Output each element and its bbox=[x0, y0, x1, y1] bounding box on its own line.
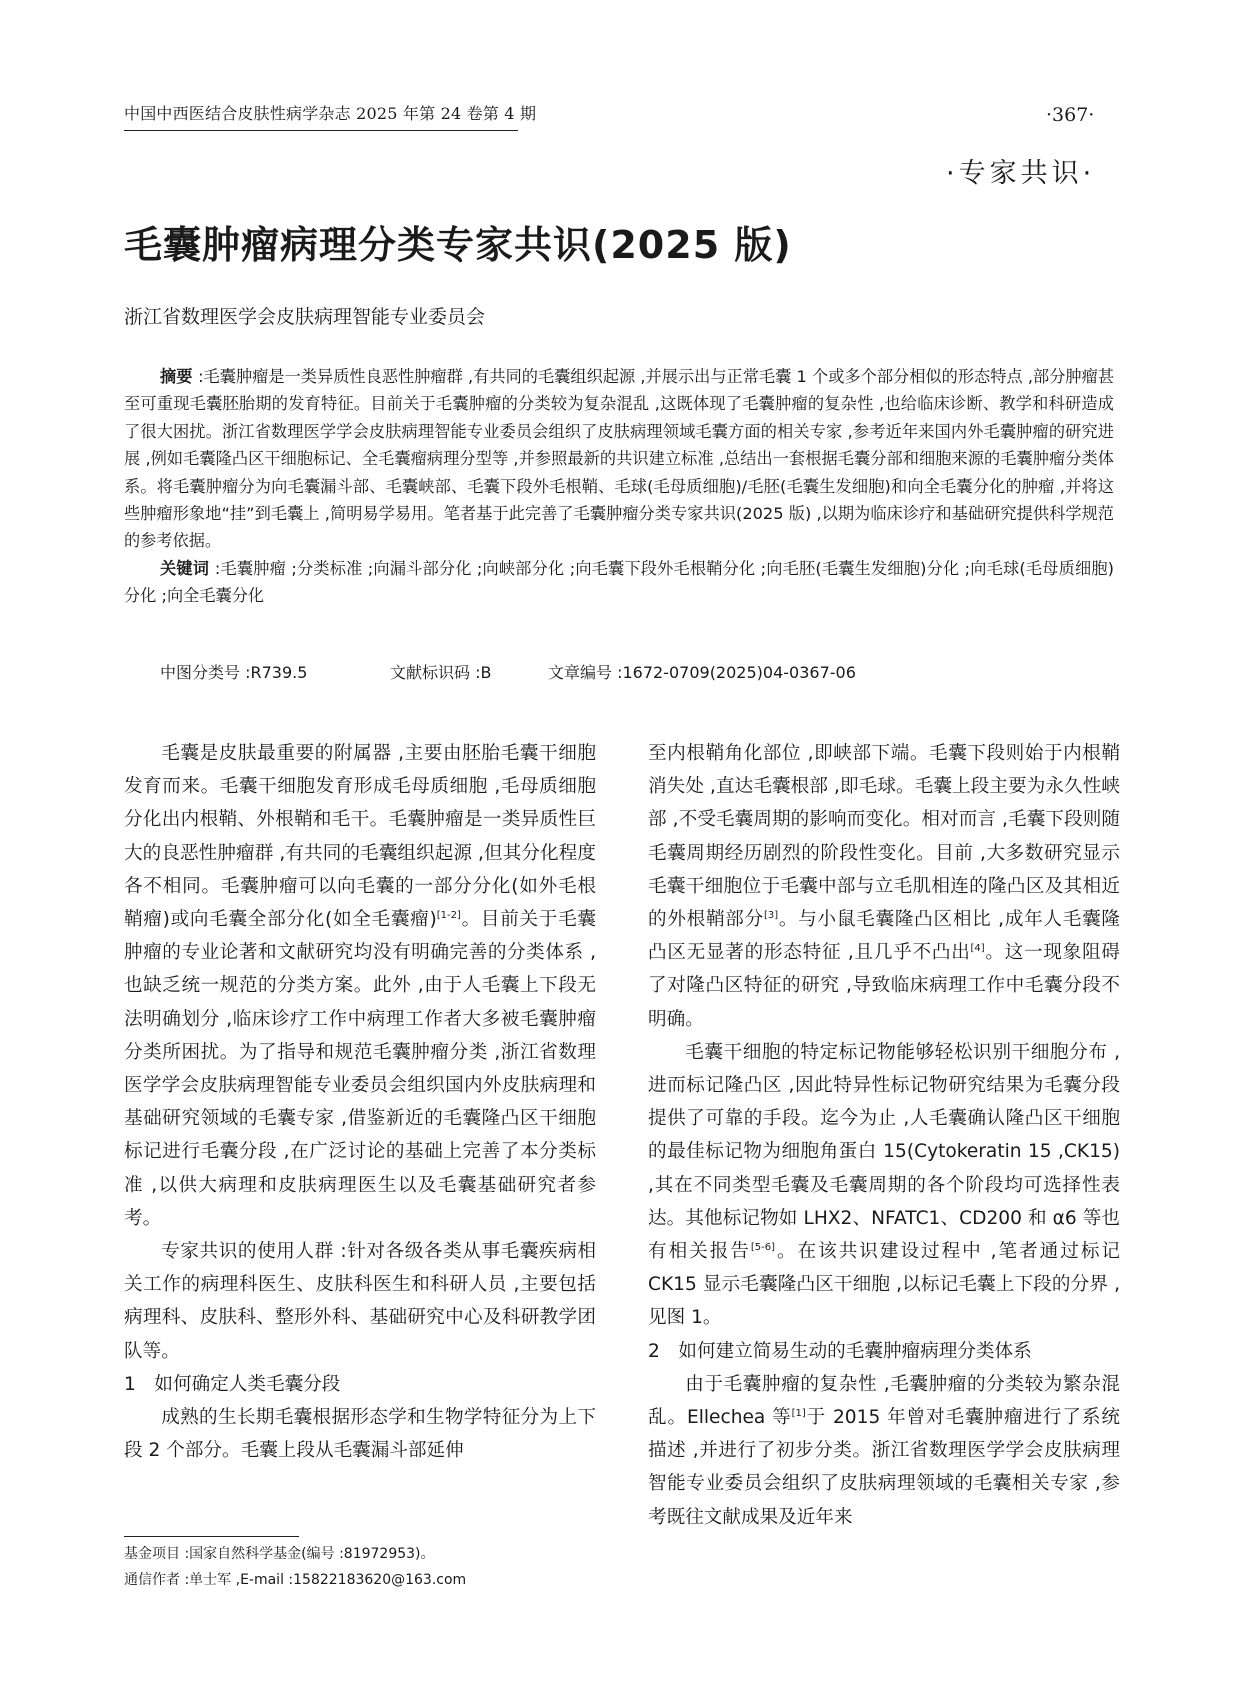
running-header: 中国中西医结合皮肤性病学杂志 2025 年第 24 卷第 4 期 bbox=[124, 101, 518, 131]
abstract-block bbox=[124, 363, 1114, 610]
paragraph-text: 于 2015 年曾对毛囊肿瘤进行了系统描述 ,并进行了初步分类。浙江省数理医学学会皮肤病理智能专业委员会组织了皮肤病理领域的毛囊相关专家 ,参考既往文献成果及近年来 bbox=[648, 1407, 1120, 1528]
body-paragraph bbox=[124, 737, 596, 1235]
abstract-label: 摘要 bbox=[160, 367, 199, 386]
citation: [1-2] bbox=[436, 909, 461, 921]
body-paragraph bbox=[648, 737, 1120, 1036]
funding-footnote: 基金项目 :国家自然科学基金(编号 :81972953)。 bbox=[124, 1546, 435, 1562]
body-paragraph bbox=[648, 1368, 1120, 1534]
corresponding-author-footnote: 通信作者 :单士军 ,E-mail :15822183620@163.com bbox=[124, 1572, 467, 1588]
paragraph-text: 毛囊干细胞的特定标记物能够轻松识别干细胞分布 ,进而标记隆凸区 ,因此特异性标记物研究结果为毛囊分段提供了可靠的手段。迄今为止 ,人毛囊确认隆凸区干细胞的最佳标记物为细胞角蛋白 15(Cytokeratin 15 ,CK15) ,其在不同类型毛囊及毛囊周期的各个阶段均可选择性表达。其他标记物如 LHX2、NFATC1、CD200 和 α6 等也有相关报告 bbox=[648, 1041, 1120, 1263]
paragraph-text: 。在该共识建设过程中 ,笔者通过标记 CK15 显示毛囊隆凸区干细胞 ,以标记毛囊上下段的分界 ,见图 1。 bbox=[648, 1241, 1120, 1329]
abstract-paragraph bbox=[124, 363, 1114, 555]
column-tag: ·专家共识· bbox=[946, 158, 1096, 189]
article-number: 文章编号 :1672-0709(2025)04-0367-06 bbox=[548, 663, 856, 682]
body-paragraph: 专家共识的使用人群 :针对各级各类从事毛囊疾病相关工作的病理科医生、皮肤科医生和科研人员 ,主要包括病理科、皮肤科、整形外科、基础研究中心及科研教学团队等。 bbox=[124, 1241, 596, 1362]
section-heading: 2 如何建立简易生动的毛囊肿瘤病理分类体系 bbox=[648, 1340, 1032, 1362]
abstract-text: :毛囊肿瘤是一类异质性良恶性肿瘤群 ,有共同的毛囊组织起源 ,并展示出与正常毛囊 1 个或多个部分相似的形态特点 ,部分肿瘤甚至可重现毛囊胚胎期的发育特征。目前关于毛囊肿瘤的分类较为复杂混乱 ,这既体现了毛囊肿瘤的复杂性 ,也给临床诊断、教学和科研造成了很大困扰。浙江省数理医学学会皮肤病理智能专业委员会组织了皮肤病理领域毛囊方面的相关专家 ,参考近年来国内外毛囊肿瘤的研究进展 ,例如毛囊隆凸区干细胞标记、全毛囊瘤病理分型等 ,并参照最新的共识建立标准 ,总结出一套根据毛囊分部和细胞来源的毛囊肿瘤分类体系。将毛囊肿瘤分为向毛囊漏斗部、毛囊峡部、毛囊下段外毛根鞘、毛球(毛母质细胞)/毛胚(毛囊生发细胞)和向全毛囊分化的肿瘤 ,并将这些肿瘤形象地“挂”到毛囊上 ,简明易学易用。笔者基于此完善了毛囊肿瘤分类专家共识(2025 版) ,以期为临床诊疗和基础研究提供科学规范的参考依据。 bbox=[124, 367, 1115, 551]
document-code: 文献标识码 :B bbox=[390, 663, 492, 682]
citation: [4] bbox=[970, 943, 985, 955]
paragraph-text: 。这一现象阻碍了对隆凸区特征的研究 ,导致临床病理工作中毛囊分段不明确。 bbox=[648, 942, 1120, 1030]
paragraph-text: 。目前关于毛囊肿瘤的专业论著和文献研究均没有明确完善的分类体系 ,也缺乏统一规范的分类方案。此外 ,由于人毛囊上下段无法明确划分 ,临床诊疗工作中病理工作者大多被毛囊肿瘤分类所困扰。为了指导和规范毛囊肿瘤分类 ,浙江省数理医学学会皮肤病理智能专业委员会组织国内外皮肤病理和基础研究领域的毛囊专家 ,借鉴新近的毛囊隆凸区干细胞标记进行毛囊分段 ,在广泛讨论的基础上完善了本分类标准 ,以供大病理和皮肤病理医生以及毛囊基础研究者参考。 bbox=[124, 909, 596, 1229]
page-number: ·367· bbox=[1046, 104, 1095, 126]
body-column-right bbox=[648, 737, 1120, 1534]
paragraph-text: 至内根鞘角化部位 ,即峡部下端。毛囊下段则始于内根鞘消失处 ,直达毛囊根部 ,即毛球。毛囊上段主要为永久性峡部 ,不受毛囊周期的影响而变化。相对而言 ,毛囊下段则随毛囊周期经历剧烈的阶段性变化。目前 ,大多数研究显示毛囊干细胞位于毛囊中部与立毛肌相连的隆凸区及其相近的外根鞘部分 bbox=[648, 743, 1120, 931]
section-heading: 1 如何确定人类毛囊分段 bbox=[124, 1373, 341, 1395]
paragraph-text: 毛囊是皮肤最重要的附属器 ,主要由胚胎毛囊干细胞发育而来。毛囊干细胞发育形成毛母质细胞 ,毛母质细胞分化出内根鞘、外根鞘和毛干。毛囊肿瘤是一类异质性巨大的良恶性肿瘤群 ,有共同的毛囊组织起源 ,但其分化程度各不相同。毛囊肿瘤可以向毛囊的一部分分化(如外毛根鞘瘤)或向毛囊全部分化(如全毛囊瘤) bbox=[124, 743, 596, 931]
footnote-divider bbox=[124, 1536, 299, 1537]
body-column-left bbox=[124, 737, 596, 1467]
body-paragraph bbox=[648, 1036, 1120, 1335]
article-authors: 浙江省数理医学会皮肤病理智能专业委员会 bbox=[124, 306, 486, 328]
citation: [3] bbox=[763, 909, 779, 921]
clc-number: 中图分类号 :R739.5 bbox=[160, 663, 308, 682]
citation: [1] bbox=[791, 1407, 806, 1419]
paragraph-text: 。与小鼠毛囊隆凸区相比 ,成年人毛囊隆凸区无显著的形态特征 ,且几乎不凸出 bbox=[648, 909, 1120, 964]
body-paragraph: 成熟的生长期毛囊根据形态学和生物学特征分为上下段 2 个部分。毛囊上段从毛囊漏斗部延伸 bbox=[124, 1407, 596, 1462]
article-title: 毛囊肿瘤病理分类专家共识(2025 版) bbox=[124, 223, 792, 267]
keywords-text: :毛囊肿瘤 ;分类标准 ;向漏斗部分化 ;向峡部分化 ;向毛囊下段外毛根鞘分化 ;向毛胚(毛囊生发细胞)分化 ;向毛球(毛母质细胞)分化 ;向全毛囊分化 bbox=[124, 558, 1115, 606]
keywords-label: 关键词 bbox=[160, 558, 215, 578]
paragraph-text: 由于毛囊肿瘤的复杂性 ,毛囊肿瘤的分类较为繁杂混乱。Ellechea 等 bbox=[648, 1373, 1120, 1429]
citation: [5-6] bbox=[750, 1241, 776, 1253]
keywords-paragraph bbox=[124, 555, 1114, 610]
